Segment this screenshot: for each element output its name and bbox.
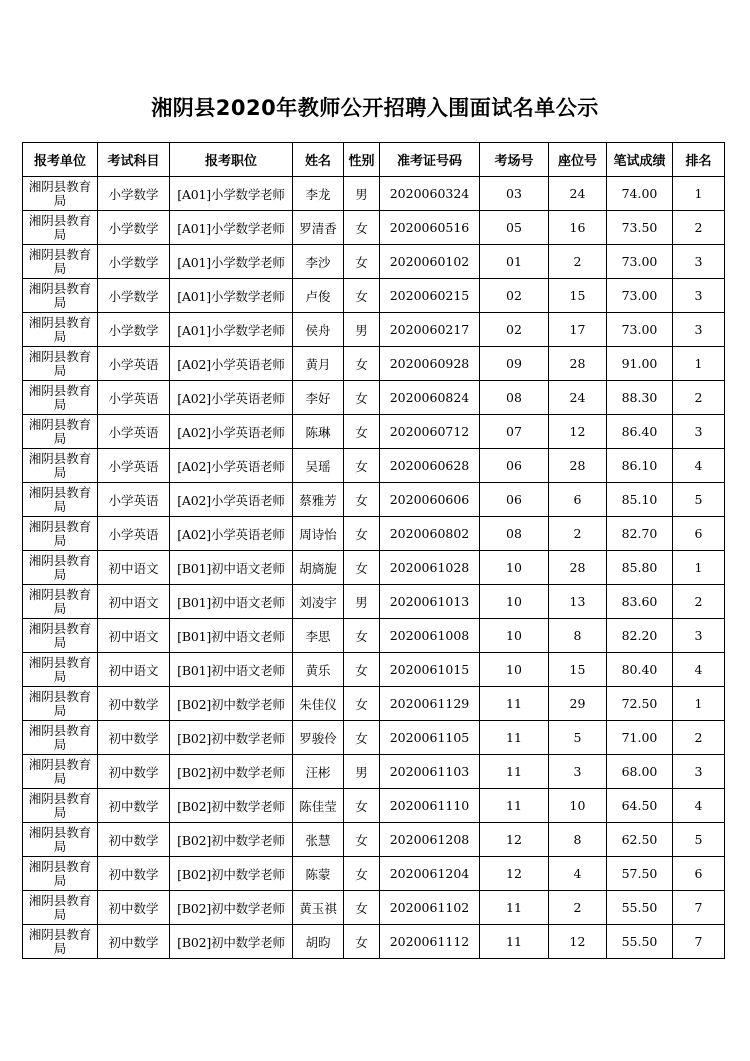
cell-ticket-number: 2020060324 (380, 177, 480, 211)
cell-unit: 湘阴县教育局 (23, 925, 98, 959)
cell-position: [A02]小学英语老师 (170, 381, 293, 415)
cell-ticket-number: 2020060802 (380, 517, 480, 551)
cell-gender: 女 (344, 823, 380, 857)
cell-seat-number: 10 (549, 789, 607, 823)
cell-seat-number: 2 (549, 517, 607, 551)
table-row (23, 823, 725, 857)
cell-subject: 初中数学 (98, 755, 170, 789)
cell-unit: 湘阴县教育局 (23, 347, 98, 381)
candidate-table (22, 142, 725, 959)
cell-subject: 小学英语 (98, 517, 170, 551)
cell-subject: 初中数学 (98, 857, 170, 891)
table-row (23, 619, 725, 653)
table-row (23, 381, 725, 415)
cell-written-score: 73.00 (607, 279, 673, 313)
cell-position: [A02]小学英语老师 (170, 415, 293, 449)
cell-gender: 女 (344, 245, 380, 279)
cell-seat-number: 4 (549, 857, 607, 891)
cell-unit: 湘阴县教育局 (23, 177, 98, 211)
header-seat-number: 座位号 (549, 143, 607, 177)
cell-seat-number: 16 (549, 211, 607, 245)
cell-rank: 5 (673, 483, 725, 517)
cell-subject: 小学数学 (98, 313, 170, 347)
cell-name: 陈佳莹 (293, 789, 344, 823)
cell-subject: 小学数学 (98, 279, 170, 313)
cell-ticket-number: 2020060628 (380, 449, 480, 483)
cell-written-score: 73.50 (607, 211, 673, 245)
cell-gender: 男 (344, 177, 380, 211)
cell-room-number: 12 (480, 823, 549, 857)
cell-name: 罗骏伶 (293, 721, 344, 755)
cell-room-number: 08 (480, 517, 549, 551)
cell-unit: 湘阴县教育局 (23, 789, 98, 823)
cell-name: 朱佳仪 (293, 687, 344, 721)
cell-position: [B02]初中数学老师 (170, 925, 293, 959)
table-row (23, 279, 725, 313)
table-row (23, 891, 725, 925)
cell-gender: 女 (344, 687, 380, 721)
cell-rank: 3 (673, 279, 725, 313)
table-row (23, 687, 725, 721)
cell-room-number: 12 (480, 857, 549, 891)
cell-written-score: 91.00 (607, 347, 673, 381)
cell-position: [B02]初中数学老师 (170, 823, 293, 857)
cell-ticket-number: 2020061105 (380, 721, 480, 755)
page-title: 湘阴县2020年教师公开招聘入围面试名单公示 (151, 96, 599, 120)
cell-seat-number: 2 (549, 891, 607, 925)
cell-position: [A01]小学数学老师 (170, 313, 293, 347)
cell-written-score: 64.50 (607, 789, 673, 823)
table-row (23, 483, 725, 517)
cell-rank: 7 (673, 891, 725, 925)
cell-room-number: 05 (480, 211, 549, 245)
table-row (23, 551, 725, 585)
cell-seat-number: 29 (549, 687, 607, 721)
cell-position: [A01]小学数学老师 (170, 245, 293, 279)
cell-seat-number: 13 (549, 585, 607, 619)
cell-written-score: 55.50 (607, 891, 673, 925)
header-unit: 报考单位 (23, 143, 98, 177)
cell-written-score: 82.70 (607, 517, 673, 551)
cell-gender: 女 (344, 449, 380, 483)
cell-room-number: 02 (480, 313, 549, 347)
cell-written-score: 62.50 (607, 823, 673, 857)
cell-gender: 女 (344, 279, 380, 313)
cell-written-score: 72.50 (607, 687, 673, 721)
cell-name: 卢俊 (293, 279, 344, 313)
cell-unit: 湘阴县教育局 (23, 653, 98, 687)
cell-written-score: 86.40 (607, 415, 673, 449)
cell-position: [B01]初中语文老师 (170, 653, 293, 687)
cell-gender: 男 (344, 585, 380, 619)
cell-seat-number: 8 (549, 823, 607, 857)
cell-written-score: 73.00 (607, 313, 673, 347)
cell-position: [B02]初中数学老师 (170, 891, 293, 925)
cell-rank: 1 (673, 687, 725, 721)
cell-position: [B01]初中语文老师 (170, 551, 293, 585)
cell-seat-number: 28 (549, 551, 607, 585)
cell-name: 吴瑶 (293, 449, 344, 483)
cell-position: [B01]初中语文老师 (170, 619, 293, 653)
cell-subject: 初中数学 (98, 789, 170, 823)
cell-gender: 女 (344, 551, 380, 585)
cell-unit: 湘阴县教育局 (23, 823, 98, 857)
cell-rank: 4 (673, 449, 725, 483)
cell-unit: 湘阴县教育局 (23, 687, 98, 721)
header-ticket-number: 准考证号码 (380, 143, 480, 177)
cell-ticket-number: 2020061112 (380, 925, 480, 959)
cell-rank: 3 (673, 619, 725, 653)
cell-seat-number: 12 (549, 415, 607, 449)
cell-name: 刘凌宇 (293, 585, 344, 619)
cell-gender: 女 (344, 857, 380, 891)
cell-unit: 湘阴县教育局 (23, 517, 98, 551)
table-row (23, 925, 725, 959)
cell-unit: 湘阴县教育局 (23, 415, 98, 449)
table-row (23, 177, 725, 211)
cell-name: 陈琳 (293, 415, 344, 449)
table-header-row (23, 143, 725, 177)
cell-written-score: 86.10 (607, 449, 673, 483)
cell-name: 黄月 (293, 347, 344, 381)
cell-ticket-number: 2020060102 (380, 245, 480, 279)
cell-seat-number: 2 (549, 245, 607, 279)
cell-position: [A02]小学英语老师 (170, 347, 293, 381)
cell-name: 胡昀 (293, 925, 344, 959)
cell-name: 李沙 (293, 245, 344, 279)
cell-seat-number: 8 (549, 619, 607, 653)
cell-subject: 初中语文 (98, 585, 170, 619)
cell-rank: 5 (673, 823, 725, 857)
cell-room-number: 02 (480, 279, 549, 313)
cell-room-number: 11 (480, 891, 549, 925)
cell-unit: 湘阴县教育局 (23, 755, 98, 789)
cell-subject: 小学数学 (98, 177, 170, 211)
cell-rank: 2 (673, 721, 725, 755)
cell-room-number: 08 (480, 381, 549, 415)
table-row (23, 653, 725, 687)
cell-ticket-number: 2020061028 (380, 551, 480, 585)
cell-unit: 湘阴县教育局 (23, 483, 98, 517)
cell-rank: 1 (673, 551, 725, 585)
cell-seat-number: 5 (549, 721, 607, 755)
cell-gender: 女 (344, 891, 380, 925)
cell-rank: 4 (673, 653, 725, 687)
cell-room-number: 06 (480, 483, 549, 517)
cell-ticket-number: 2020061129 (380, 687, 480, 721)
cell-ticket-number: 2020061103 (380, 755, 480, 789)
cell-room-number: 07 (480, 415, 549, 449)
cell-room-number: 09 (480, 347, 549, 381)
cell-ticket-number: 2020060928 (380, 347, 480, 381)
cell-gender: 女 (344, 653, 380, 687)
table-body (23, 177, 725, 959)
cell-gender: 女 (344, 483, 380, 517)
cell-ticket-number: 2020061015 (380, 653, 480, 687)
cell-gender: 男 (344, 313, 380, 347)
cell-written-score: 74.00 (607, 177, 673, 211)
cell-unit: 湘阴县教育局 (23, 279, 98, 313)
cell-subject: 初中语文 (98, 619, 170, 653)
cell-unit: 湘阴县教育局 (23, 721, 98, 755)
header-position: 报考职位 (170, 143, 293, 177)
cell-subject: 初中语文 (98, 551, 170, 585)
cell-name: 周诗怡 (293, 517, 344, 551)
cell-seat-number: 12 (549, 925, 607, 959)
cell-name: 胡旖旎 (293, 551, 344, 585)
cell-subject: 小学英语 (98, 483, 170, 517)
cell-subject: 小学英语 (98, 381, 170, 415)
cell-name: 蔡雅芳 (293, 483, 344, 517)
table-row (23, 585, 725, 619)
cell-ticket-number: 2020061110 (380, 789, 480, 823)
cell-ticket-number: 2020060217 (380, 313, 480, 347)
cell-position: [A02]小学英语老师 (170, 517, 293, 551)
cell-name: 陈蒙 (293, 857, 344, 891)
cell-room-number: 10 (480, 551, 549, 585)
cell-seat-number: 15 (549, 279, 607, 313)
cell-position: [B02]初中数学老师 (170, 687, 293, 721)
cell-unit: 湘阴县教育局 (23, 245, 98, 279)
cell-position: [B02]初中数学老师 (170, 789, 293, 823)
cell-name: 汪彬 (293, 755, 344, 789)
cell-unit: 湘阴县教育局 (23, 449, 98, 483)
cell-room-number: 11 (480, 687, 549, 721)
cell-seat-number: 24 (549, 381, 607, 415)
header-name: 姓名 (293, 143, 344, 177)
cell-ticket-number: 2020060712 (380, 415, 480, 449)
cell-subject: 初中数学 (98, 891, 170, 925)
cell-name: 李龙 (293, 177, 344, 211)
cell-subject: 小学英语 (98, 415, 170, 449)
cell-room-number: 01 (480, 245, 549, 279)
cell-written-score: 83.60 (607, 585, 673, 619)
cell-name: 张慧 (293, 823, 344, 857)
cell-rank: 2 (673, 211, 725, 245)
table-row (23, 449, 725, 483)
cell-written-score: 85.80 (607, 551, 673, 585)
cell-name: 李思 (293, 619, 344, 653)
cell-name: 黄玉祺 (293, 891, 344, 925)
header-written-score: 笔试成绩 (607, 143, 673, 177)
cell-subject: 初中数学 (98, 823, 170, 857)
cell-gender: 女 (344, 789, 380, 823)
cell-gender: 女 (344, 925, 380, 959)
table-row (23, 313, 725, 347)
cell-gender: 女 (344, 415, 380, 449)
cell-rank: 6 (673, 857, 725, 891)
cell-ticket-number: 2020061102 (380, 891, 480, 925)
cell-position: [A01]小学数学老师 (170, 177, 293, 211)
cell-subject: 初中数学 (98, 687, 170, 721)
cell-written-score: 85.10 (607, 483, 673, 517)
cell-gender: 女 (344, 619, 380, 653)
cell-ticket-number: 2020061008 (380, 619, 480, 653)
cell-position: [A02]小学英语老师 (170, 449, 293, 483)
cell-subject: 小学英语 (98, 347, 170, 381)
cell-ticket-number: 2020060824 (380, 381, 480, 415)
cell-position: [B01]初中语文老师 (170, 585, 293, 619)
cell-rank: 3 (673, 755, 725, 789)
cell-rank: 2 (673, 585, 725, 619)
cell-seat-number: 28 (549, 347, 607, 381)
cell-room-number: 03 (480, 177, 549, 211)
table-row (23, 415, 725, 449)
cell-ticket-number: 2020061208 (380, 823, 480, 857)
cell-subject: 小学数学 (98, 245, 170, 279)
cell-subject: 初中数学 (98, 721, 170, 755)
cell-seat-number: 17 (549, 313, 607, 347)
header-rank: 排名 (673, 143, 725, 177)
cell-room-number: 11 (480, 755, 549, 789)
cell-written-score: 68.00 (607, 755, 673, 789)
cell-position: [B02]初中数学老师 (170, 857, 293, 891)
cell-seat-number: 24 (549, 177, 607, 211)
cell-position: [A01]小学数学老师 (170, 211, 293, 245)
cell-name: 李好 (293, 381, 344, 415)
cell-gender: 女 (344, 721, 380, 755)
cell-unit: 湘阴县教育局 (23, 585, 98, 619)
cell-ticket-number: 2020061204 (380, 857, 480, 891)
cell-written-score: 80.40 (607, 653, 673, 687)
cell-room-number: 10 (480, 585, 549, 619)
cell-position: [B02]初中数学老师 (170, 755, 293, 789)
cell-seat-number: 6 (549, 483, 607, 517)
cell-unit: 湘阴县教育局 (23, 211, 98, 245)
cell-written-score: 71.00 (607, 721, 673, 755)
table-row (23, 755, 725, 789)
cell-subject: 小学英语 (98, 449, 170, 483)
cell-ticket-number: 2020061013 (380, 585, 480, 619)
cell-unit: 湘阴县教育局 (23, 619, 98, 653)
table-row (23, 211, 725, 245)
table-row (23, 721, 725, 755)
cell-room-number: 10 (480, 653, 549, 687)
cell-gender: 女 (344, 381, 380, 415)
cell-room-number: 11 (480, 721, 549, 755)
cell-subject: 小学数学 (98, 211, 170, 245)
cell-subject: 初中数学 (98, 925, 170, 959)
cell-rank: 6 (673, 517, 725, 551)
cell-name: 黄乐 (293, 653, 344, 687)
cell-position: [A01]小学数学老师 (170, 279, 293, 313)
cell-room-number: 11 (480, 789, 549, 823)
cell-rank: 7 (673, 925, 725, 959)
cell-gender: 女 (344, 517, 380, 551)
cell-name: 罗清香 (293, 211, 344, 245)
table-row (23, 789, 725, 823)
cell-room-number: 10 (480, 619, 549, 653)
cell-unit: 湘阴县教育局 (23, 857, 98, 891)
cell-ticket-number: 2020060516 (380, 211, 480, 245)
cell-subject: 初中语文 (98, 653, 170, 687)
cell-ticket-number: 2020060606 (380, 483, 480, 517)
cell-written-score: 88.30 (607, 381, 673, 415)
cell-seat-number: 3 (549, 755, 607, 789)
cell-ticket-number: 2020060215 (380, 279, 480, 313)
cell-rank: 1 (673, 347, 725, 381)
cell-gender: 女 (344, 347, 380, 381)
cell-unit: 湘阴县教育局 (23, 381, 98, 415)
cell-unit: 湘阴县教育局 (23, 313, 98, 347)
header-gender: 性别 (344, 143, 380, 177)
cell-rank: 3 (673, 245, 725, 279)
cell-room-number: 06 (480, 449, 549, 483)
table-row (23, 245, 725, 279)
table-row (23, 517, 725, 551)
cell-rank: 4 (673, 789, 725, 823)
table-row (23, 857, 725, 891)
cell-rank: 2 (673, 381, 725, 415)
cell-written-score: 57.50 (607, 857, 673, 891)
cell-room-number: 11 (480, 925, 549, 959)
cell-unit: 湘阴县教育局 (23, 551, 98, 585)
cell-rank: 3 (673, 415, 725, 449)
cell-unit: 湘阴县教育局 (23, 891, 98, 925)
cell-seat-number: 15 (549, 653, 607, 687)
cell-seat-number: 28 (549, 449, 607, 483)
cell-name: 侯舟 (293, 313, 344, 347)
cell-gender: 男 (344, 755, 380, 789)
header-subject: 考试科目 (98, 143, 170, 177)
table-row (23, 347, 725, 381)
header-room-number: 考场号 (480, 143, 549, 177)
cell-rank: 3 (673, 313, 725, 347)
cell-written-score: 73.00 (607, 245, 673, 279)
cell-rank: 1 (673, 177, 725, 211)
cell-written-score: 82.20 (607, 619, 673, 653)
cell-position: [B02]初中数学老师 (170, 721, 293, 755)
cell-gender: 女 (344, 211, 380, 245)
cell-written-score: 55.50 (607, 925, 673, 959)
cell-position: [A02]小学英语老师 (170, 483, 293, 517)
